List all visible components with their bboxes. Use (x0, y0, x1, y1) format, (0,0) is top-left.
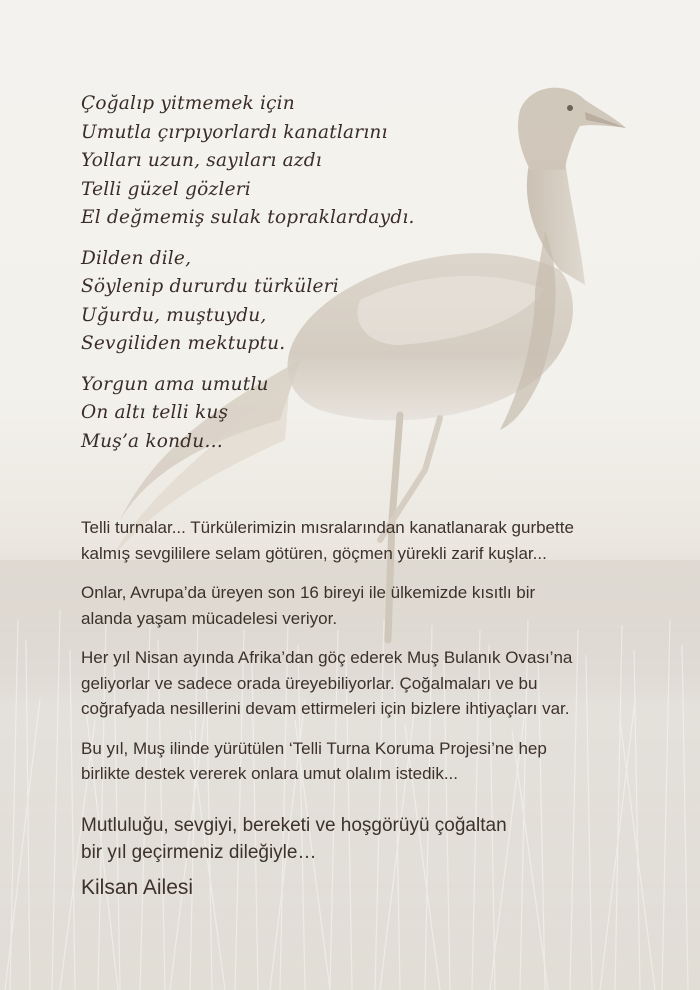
poem-line: Telli güzel gözleri (81, 178, 251, 200)
crane-eye (567, 105, 573, 111)
message-paragraph-4 (81, 736, 641, 787)
signature: Kilsan Ailesi (81, 876, 194, 899)
poem-line: Çoğalıp yitmemek için (81, 93, 295, 114)
message-paragraph-3 (81, 645, 641, 722)
closing-wish (81, 812, 641, 866)
message-line: geliyorlar ve sadece orada üreyebiliyorlar. Çoğalmaları ve bu (81, 673, 538, 693)
message-line: alanda yaşam mücadelesi veriyor. (81, 608, 338, 628)
message-line: kalmış sevgililere selam götüren, göçmen yürekli zarif kuşlar... (81, 543, 547, 563)
poem-line: Söylenip dururdu türküleri (81, 276, 339, 297)
message-line: coğrafyada nesillerini devam ettirmeleri için bizlere ihtiyaçları var. (81, 699, 570, 718)
closing-line: bir yıl geçirmeniz dileğiyle… (81, 842, 317, 863)
poem-line: Dilden dile, (81, 247, 192, 269)
message-line: birlikte destek vererek onlara umut olalım istedik... (81, 764, 458, 783)
poem-line: Muş’a kondu… (81, 430, 224, 452)
poem-line: Umutla çırpıyorlardı kanatlarını (81, 121, 388, 143)
poem-stanza-1 (81, 90, 521, 233)
poem-line: Yorgun ama umutlu (81, 373, 269, 395)
crane-head (518, 88, 626, 170)
poem-line: Yolları uzun, sayıları azdı (81, 150, 322, 171)
poem-stanza-3 (81, 371, 521, 457)
message-line: Telli turnalar... Türkülerimizin mısralarından kanatlanarak gurbette (81, 518, 574, 537)
poem-line: Uğurdu, muştuydu, (81, 304, 267, 326)
poem (81, 90, 521, 468)
message-line: Bu yıl, Muş ilinde yürütülen ‘Telli Turna Koruma Projesi’ne hep (81, 738, 547, 758)
poem-line: El değmemiş sulak topraklardaydı. (81, 207, 415, 228)
poem-stanza-2 (81, 245, 521, 359)
message-body (81, 515, 641, 801)
poem-line: Sevgiliden mektuptu. (81, 333, 286, 354)
message-line: Onlar, Avrupa’da üreyen son 16 bireyi ile ülkemizde kısıtlı bir (81, 583, 536, 602)
message-paragraph-2 (81, 580, 641, 631)
closing-line: Mutluluğu, sevgiyi, bereketi ve hoşgörüyü çoğaltan (81, 815, 507, 836)
poem-line: On altı telli kuş (81, 402, 229, 423)
message-paragraph-1 (81, 515, 641, 566)
message-line: Her yıl Nisan ayında Afrika’dan göç ederek Muş Bulanık Ovası’na (81, 648, 573, 667)
